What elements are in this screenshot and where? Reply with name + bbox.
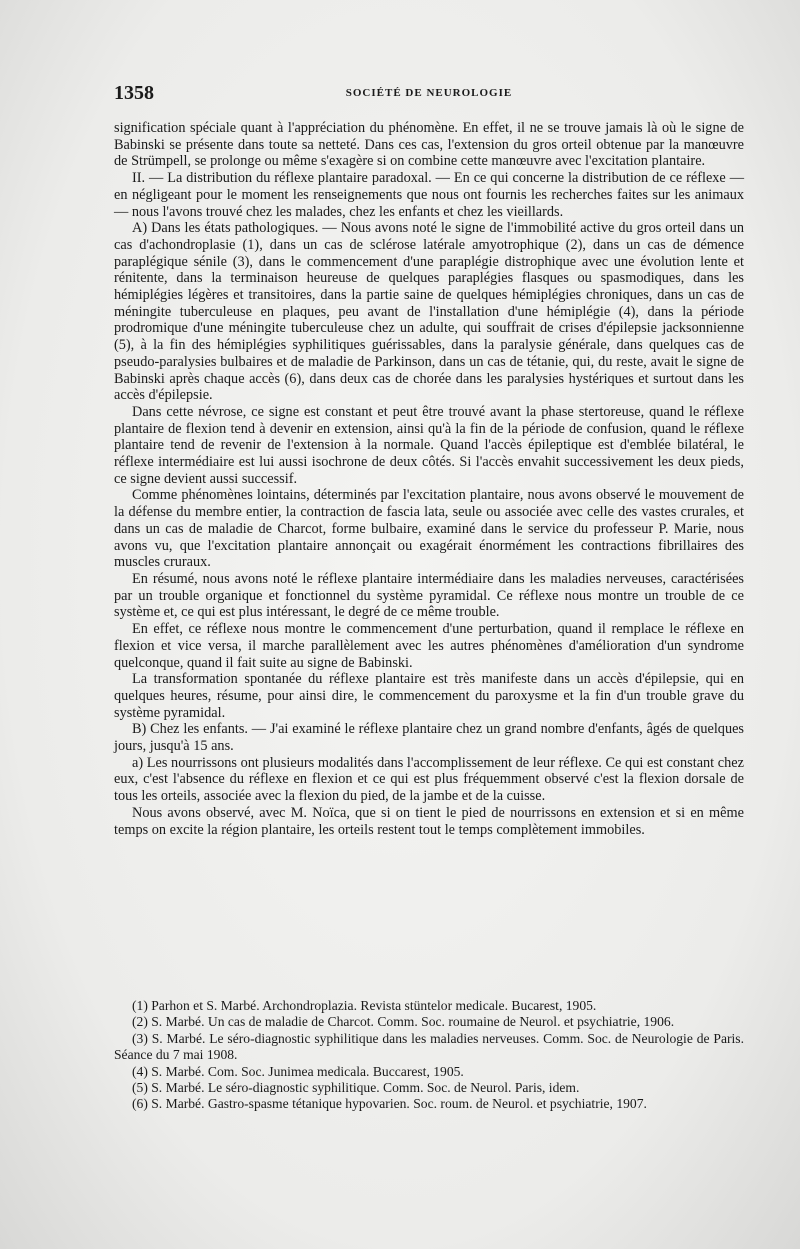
paragraph: a) Les nourrissons ont plusieurs modalités dans l'accomplissement de leur réflexe. Ce qui est constant chez eux, c'est l'absence du réflexe en flexion et ce qui est plus fréquemment observé c'est la flexion dorsale de tous les orteils, associée avec la flexion du pied, de la jambe et de la cuisse.	[114, 754, 744, 805]
paragraph: La transformation spontanée du réflexe plantaire est très manifeste dans un accès d'épilepsie, qui en quelques heures, résume, pour ainsi dire, le commencement du paroxysme et la fin d'un trouble grave du système pyramidal.	[114, 671, 744, 721]
footnote: (3) S. Marbé. Le séro-diagnostic syphilitique dans les maladies nerveuses. Comm. Soc. de Neurologie de Paris. Séance du 7 mai 1908.	[114, 1030, 744, 1063]
paragraph: signification spéciale quant à l'appréciation du phénomène. En effet, il ne se trouve jamais là où le signe de Babinski se présente dans toute sa netteté. Dans ces cas, l'extension du gros orteil obtenue par la manœuvre de Strümpell, se prolonge ou même s'exagère si on combine cette manœuvre avec l'excitation plantaire.	[114, 120, 744, 170]
paragraph: B) Chez les enfants. — J'ai examiné le réflexe plantaire chez un grand nombre d'enfants, âgés de quelques jours, jusqu'à 15 ans.	[114, 721, 744, 755]
footnotes	[114, 998, 744, 1113]
paragraph: Dans cette névrose, ce signe est constant et peut être trouvé avant la phase stertoreuse, quand le réflexe plantaire de flexion tend à devenir en extension, ainsi qu'à la fin de la période de confusion, quand le réflexe plantaire tend de revenir de l'extension à la normale. Quand l'accès épileptique est d'emblée bilatéral, le réflexe intermédiaire est lui aussi isochrone de deux côtés. Si l'accès envahit successivement les deux pieds, ce signe devient aussi successif.	[114, 403, 744, 487]
page-header	[114, 82, 744, 106]
paragraph: II. — La distribution du réflexe plantaire paradoxal. — En ce qui concerne la distribution de ce réflexe — en négligeant pour le moment les renseignements que nous ont fournis les recherches faites sur les animaux — nous l'avons trouvé chez les malades, chez les enfants et chez les vieillards.	[114, 170, 744, 220]
footnote: (1) Parhon et S. Marbé. Archondroplazia. Revista stüntelor medicale. Bucarest, 1905.	[132, 998, 597, 1013]
paragraph: A) Dans les états pathologiques. — Nous avons noté le signe de l'immobilité active du gros orteil dans un cas d'achondroplasie (1), dans un cas de sclérose latérale amyotrophique (2), dans un cas de démence paraplégique sénile (3), dans le commencement d'une paraplégie distrophique avec une évolution lente et rénitente, dans la terminaison heureuse de quelques paraplégies flasques ou spasmodiques, dans les hémiplégies légères et transitoires, dans la partie saine de quelques hémiplégies chroniques, dans un cas de méningite tuberculeuse en plaques, peu avant de l'installation d'une hémiplégie (4), dans la période prodromique d'une méningite tuberculeuse chez un adulte, qui souffrait de crises d'épilepsie jacksonnienne (5), à la fin des hémiplégies syphilitiques guérissables, dans la paralysie générale, dans quelques cas de pseudo-paralysies bulbaires et de maladie de Parkinson, dans un cas de tétanie, qui, du reste, avait le signe de Babinski après chaque accès (6), dans deux cas de chorée dans les paralysies hystériques et surtout dans les accès d'épilepsie.	[114, 220, 744, 404]
footnote: (5) S. Marbé. Le séro-diagnostic syphilitique. Comm. Soc. de Neurol. Paris, idem.	[132, 1080, 580, 1096]
article-body	[114, 120, 744, 838]
running-title: SOCIÉTÉ DE NEUROLOGIE	[345, 87, 513, 99]
footnote: (2) S. Marbé. Un cas de maladie de Charcot. Comm. Soc. roumaine de Neurol. et psychiatrie, 1906.	[132, 1014, 675, 1030]
footnote: (4) S. Marbé. Com. Soc. Junimea medicala. Buccarest, 1905.	[132, 1063, 464, 1079]
footnote: (6) S. Marbé. Gastro-spasme tétanique hypovarien. Soc. roum. de Neurol. et psychiatrie, 1907.	[132, 1096, 647, 1112]
paragraph: En résumé, nous avons noté le réflexe plantaire intermédiaire dans les maladies nerveuses, caractérisées par un trouble organique et fonctionnel du système pyramidal. Ce réflexe nous montre un trouble de ce système et, ce qui est plus intéressant, le degré de ce même trouble.	[114, 570, 744, 621]
paragraph: En effet, ce réflexe nous montre le commencement d'une perturbation, quand il remplace le réflexe en flexion et vice versa, il marche parallèlement avec les autres phénomènes d'amélioration d'un syndrome quelconque, quand il fait suite au signe de Babinski.	[114, 621, 744, 671]
page-number: 1358	[114, 82, 154, 104]
paragraph: Nous avons observé, avec M. Noïca, que si on tient le pied de nourrissons en extension et si en même temps on excite la région plantaire, les orteils restent tout le temps complètement immobiles.	[114, 804, 744, 838]
paragraph: Comme phénomènes lointains, déterminés par l'excitation plantaire, nous avons observé le mouvement de la défense du membre entier, la contraction de fascia lata, seule ou associée avec celle des vastes crurales, et dans un cas de maladie de Charcot, forme bulbaire, examiné dans le service du professeur P. Marie, nous avons vu, que l'excitation plantaire annonçait ou exagérait énormément les contractions fibrillaires des muscles cruraux.	[114, 487, 744, 571]
